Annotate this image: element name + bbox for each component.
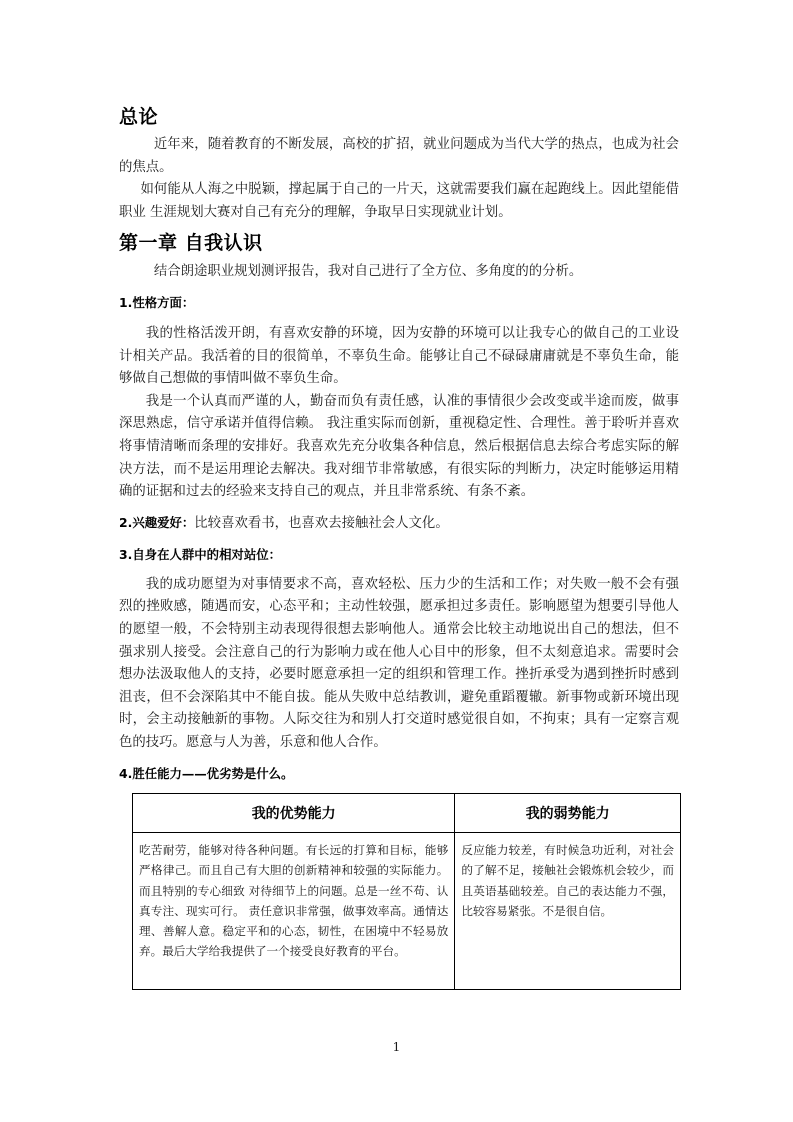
- table-header-weaknesses: 我的弱势能力: [455, 794, 681, 833]
- position-paragraph: 我的成功愿望为对事情要求不高，喜欢轻松、压力少的生活和工作；对失败一般不会有强烈的挫败感，随遇而安，心态平和；主动性较强，愿承担过多责任。影响愿望为想要引导他人的愿望一般，不会特别主动表现得很想去影响他人。通常会比较主动地说出自己的想法，但不强求别人接受。会注意自己的行为影响力或在他人心目中的形象，但不太刻意追求。需要时会想办法汲取他人的支持，必要时愿意承担一定的组织和管理工作。挫折承受为遇到挫折时感到沮丧，但不会深陷其中不能自拔。能从失败中总结教训，避免重蹈覆辙。新事物或新环境出现时，会主动接触新的事物。人际交往为和别人打交道时感觉很自如，不拘束；具有一定察言观色的技巧。愿意与人为善，乐意和他人合作。: [119, 576, 679, 750]
- interests-label: 2.兴趣爱好：: [119, 514, 195, 530]
- chapter-intro: 结合朗途职业规划测评报告，我对自己进行了全方位、多角度的的分析。: [153, 264, 583, 280]
- intro-heading: 总论: [119, 106, 159, 128]
- section-heading-interests: [119, 513, 679, 534]
- intro-paragraph-2: 如何能从人海之中脱颖，撑起属于自己的一片天，这就需要我们赢在起跑线上。因此望能借职业 生涯规划大赛对自己有充分的理解，争取早日实现就业计划。: [119, 182, 679, 220]
- personality-paragraph-2: 我是一个认真而严谨的人，勤奋而负有责任感，认准的事情很少会改变或半途而废，做事深思熟虑，信守承诺并值得信赖。 我注重实际而创新，重视稳定性、合理性。善于聆听并喜欢将事情清晰而条理的安排好。我喜欢先充分收集各种信息，然后根据信息去综合考虑实际的解决方法，而不是运用理论去解决。我对细节非常敏感，有很实际的判断力，决定时能够运用精确的证据和过去的经验来支持自己的观点，并且非常系统、有条不紊。: [119, 393, 679, 500]
- table-header-strengths: 我的优势能力: [133, 794, 455, 833]
- personality-paragraph-1: 我的性格活泼开朗，有喜欢安静的环境，因为安静的环境可以让我专心的做自己的工业设计相关产品。我活着的目的很简单，不辜负生命。能够让自己不碌碌庸庸就是不辜负生命，能够做自己想做的事情叫做不辜负生命。: [119, 325, 679, 387]
- weaknesses-cell: 反应能力较差，有时候急功近利，对社会的了解不足，接触社会锻炼机会较少，而且英语基础较差。自己的表达能力不强，比较容易紧张。不是很自信。: [455, 833, 681, 990]
- strengths-weaknesses-table: [132, 793, 681, 990]
- page-number: 1: [392, 1040, 401, 1054]
- intro-paragraph-1: 近年来，随着教育的不断发展，高校的扩招，就业问题成为当代大学的热点，也成为社会的焦点。: [119, 137, 679, 175]
- section-heading-personality: 1.性格方面：: [119, 294, 195, 310]
- page-content: [119, 104, 679, 784]
- chapter-heading: 第一章 自我认识: [119, 232, 263, 255]
- section-heading-position: 3.自身在人群中的相对站位：: [119, 546, 282, 562]
- interests-text: 比较喜欢看书，也喜欢去接触社会人文化。: [194, 515, 449, 531]
- strengths-cell: 吃苦耐劳，能够对待各种问题。有长远的打算和目标，能够严格律己。而且自己有大胆的创新精神和较强的实际能力。而且特别的专心细致 对待细节上的问题。总是一丝不苟、认真专注、现实可行。 责任意识非常强，做事效率高。通情达理、善解人意。稳定平和的心态，韧性，在困境中不轻易放弃。最后大学给我提供了一个接受良好教育的平台。: [133, 833, 455, 990]
- table-row: [133, 833, 681, 990]
- section-heading-competence: 4.胜任能力——优劣势是什么。: [119, 766, 294, 782]
- table-header-row: [133, 794, 681, 833]
